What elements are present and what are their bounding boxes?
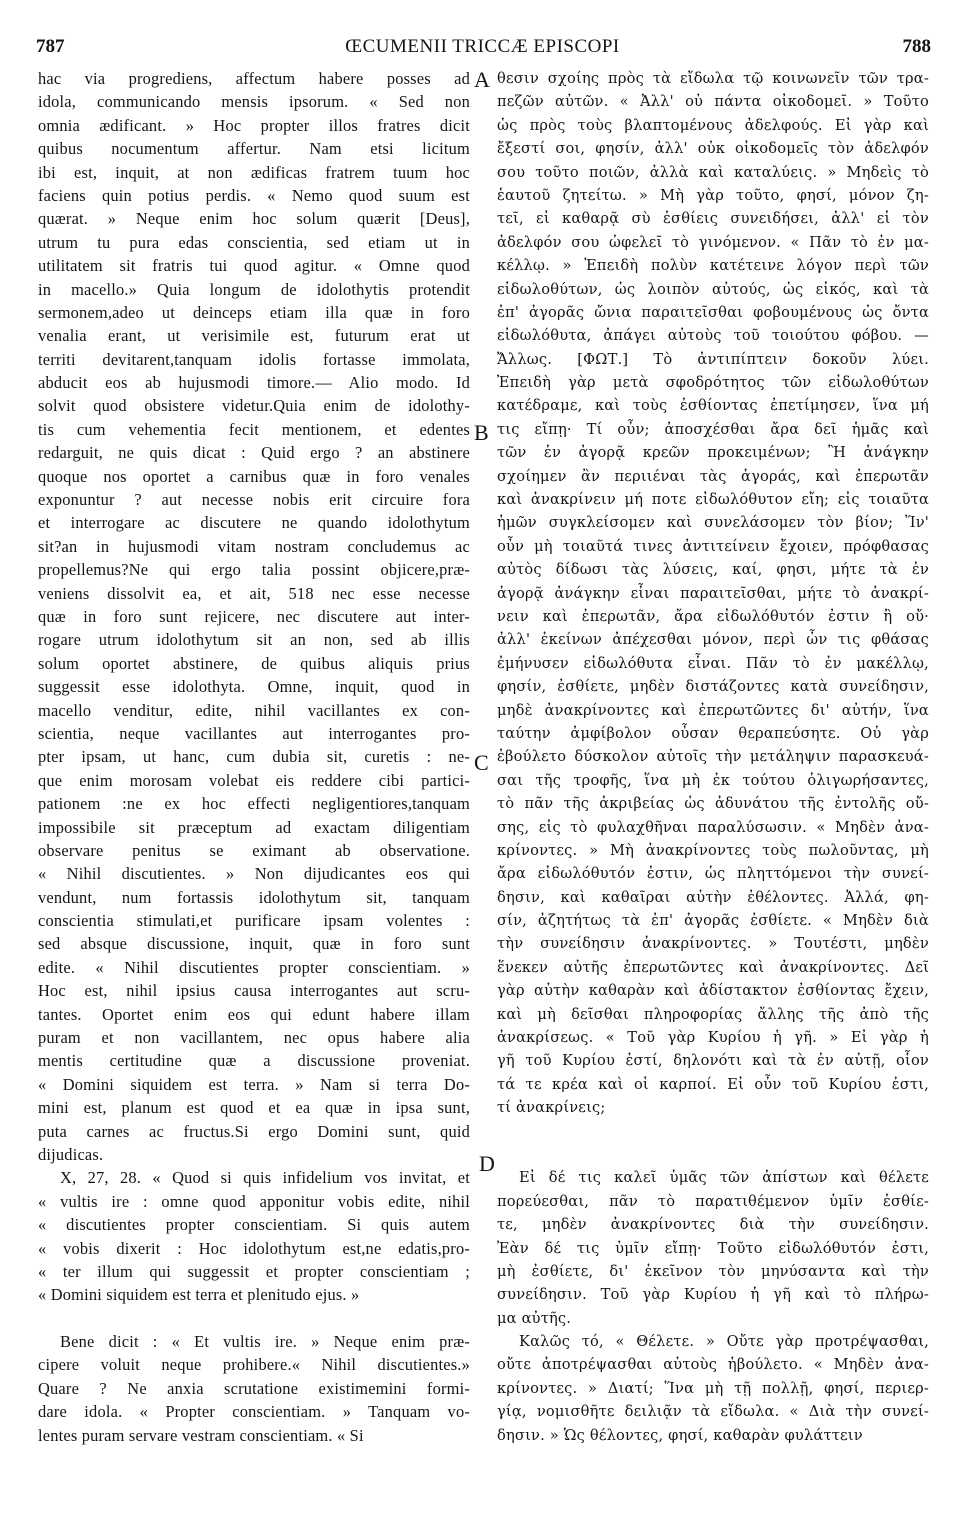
text-line: hac via progrediens, affectum habere posses ad xyxy=(38,69,470,88)
text-line: tis cum vehementia fecit mentionem, et edentes xyxy=(38,419,470,439)
text-line: quærat. » Neque enim hoc solum quærit [Deus], xyxy=(38,209,470,229)
text-line: ἀγορᾷ ἀνάγκην εἶναι παραιτεῖσθαι, μήτε τὸ ἀνακρί- xyxy=(497,584,929,602)
text-line: ibi est, inquit, at non ædificas fratrem tuum hoc xyxy=(38,162,470,182)
text-line: γὰρ αὐτὴν καθαρὰν καὶ ἀδίστακτον ἐσθίοντας ἔχειν, xyxy=(497,982,929,1000)
text-line: Quare ? Ne anxia scrutatione existimemini formi- xyxy=(38,1378,470,1398)
text-line: ἡμῶν συγκλείσομεν καὶ συνελάσομεν τὸν βίον; Ἵν' xyxy=(497,514,929,532)
text-line: κατέδραμε, καὶ τοὺς ἐσθίοντας ἐπετίμησεν, ἵνα μή xyxy=(497,397,929,415)
margin-letter-a: A xyxy=(474,67,490,92)
text-line: idola, communicando mensis ipsorum. « Sed non xyxy=(38,92,470,112)
text-line: mini est, planum est quod et ea quæ in ipsa sunt, xyxy=(38,1098,470,1118)
text-line: γίᾳ, νομισθῆτε δειλιᾷν τὰ εἴδωλα. « Διὰ τὴν συνεί- xyxy=(497,1403,929,1421)
text-line: puram et non vacillantem, nec opus habere alia xyxy=(38,1028,470,1048)
text-line: « discutientes propter conscientiam. Si quis autem xyxy=(38,1215,470,1235)
text-line: territi devitarent,tanquam idolis fortasse immolata, xyxy=(38,349,470,369)
text-line: sit?an in hujusmodi vitam nostram concludemus ac xyxy=(38,536,470,556)
text-line: utilitatem sit fratris tui quod agitur. « Omne quod xyxy=(38,256,470,276)
text-line: μηδὲ ἀνακρίνοντες καὶ ἐπερωτῶντες δι' αὐτήν, ἵνα xyxy=(497,701,929,719)
text-line: abducit eos ab hujusmodi timore.— Alio modo. Id xyxy=(38,373,470,393)
text-line: solvit quod obsistere videtur.Quia enim de idolothy- xyxy=(38,396,470,416)
text-line: ἐπ' ἀγορᾶς ὤνια παραιτεῖσθαι φοβουμένους ὡς ὄντα xyxy=(497,303,929,321)
text-line: sed absque discussione, inquit, quæ in foro sunt xyxy=(38,934,470,954)
text-line: τε, μηδὲν ἀνακρίνοντες διὰ τὴν συνείδησιν. xyxy=(497,1216,929,1234)
text-line: Hoc est, nihil ipsius causa interrogantes aut scru- xyxy=(38,981,470,1001)
text-line: vendunt, num fortassis idolothytum sit, tanquam xyxy=(38,887,470,907)
text-line xyxy=(38,1307,470,1330)
greek-column xyxy=(497,67,929,1447)
text-line: πορεύεσθαι, πᾶν τὸ παρατιθέμενον ὑμῖν ἐσθίε- xyxy=(497,1192,929,1210)
text-line: Bene dicit : « Et vultis ire. » Neque enim præ- xyxy=(60,1332,470,1352)
text-line: pter ipsam, ut hanc, cum dubia sit, curetis : ne- xyxy=(38,747,470,767)
text-line: « Domini siquidem est terra et plenitudo ejus. » xyxy=(38,1285,360,1305)
text-line: καὶ μὴ δεῖσθαι πληροφορίας ἄλλης τῆς ἀπὸ τῆς xyxy=(497,1005,929,1023)
text-line: omnia ædificant. » Hoc propter illos fratres dicit xyxy=(38,115,470,135)
text-line: solum oportet abstinere, de quibus aliquis prius xyxy=(38,653,470,673)
text-line: « Nihil discutientes. » Non dijudicantes eos qui xyxy=(38,864,470,884)
text-line: veniens dissolvit ea, et ait, 518 nec esse necesse xyxy=(38,583,470,603)
text-line: τά τε κρέα καὶ οἱ καρποί. Εἰ οὖν τοῦ Κυρίου ἐστι, xyxy=(497,1075,929,1093)
text-line: δησιν. » Ὡς θέλοντες, φησί, καθαρὰν φυλάττειν xyxy=(497,1426,863,1444)
text-line: φησίν, ἐσθίετε, μηδὲν διστάζοντες κατὰ συνείδησιν, xyxy=(497,678,929,696)
text-line: Εἰ δέ τις καλεῖ ὑμᾶς τῶν ἀπίστων καὶ θέλετε xyxy=(519,1169,929,1187)
text-line: συνείδησιν. Τοῦ γὰρ Κυρίου ἡ γῆ καὶ τὸ πλήρω- xyxy=(497,1286,929,1304)
text-line: μὴ ἐσθίετε, δι' ἐκεῖνον τὸν μηνύσαντα καὶ τὴν xyxy=(497,1262,929,1280)
text-line: ἀλλ' ἐκείνων ἀπέχεσθαι μόνον, περὶ ὧν τις φθάσας xyxy=(497,631,929,649)
text-line: ταύτην ἀμφίβολον οὖσαν θεραπεύσητε. Οὐ γὰρ xyxy=(497,724,929,742)
latin-column xyxy=(38,67,470,1447)
text-line: κέλλῳ. » Ἐπειδὴ πολὺν κατέτεινε λόγον περὶ τῶν xyxy=(497,257,929,275)
margin-letter-c: C xyxy=(474,750,489,775)
text-line: τὸ πᾶν τῆς ἀκριβείας ὡς ἀδυνάτου τῆς ἐντολῆς οὔ- xyxy=(497,795,929,813)
text-line: propellemus?Ne qui ergo talia possint objicere,præ- xyxy=(38,560,470,580)
text-line: « vobis dixerit : Hoc idolothytum est,ne edatis,pro- xyxy=(38,1238,470,1258)
text-line: ἑαυτοῦ ζητείτω. » Μὴ γὰρ τοῦτο, φησί, μόνον ζη- xyxy=(497,186,929,204)
text-line: Ἄλλως. [ΦΩΤ.] Τὸ ἀντιπίπτειν δοκοῦν λύει. xyxy=(497,350,929,368)
text-line: γῆ τοῦ Κυρίου ἐστί, δηλονότι καὶ τὰ ἐν αὐτῇ, οἷον xyxy=(497,1052,929,1070)
page-number-left: 787 xyxy=(36,36,65,57)
text-line: faciens quin potius perdis. « Nemo quod suum est xyxy=(38,185,470,205)
margin-letter-b: B xyxy=(474,420,489,445)
page-number-right: 788 xyxy=(902,36,931,57)
page-header xyxy=(0,0,965,64)
text-line: que enim morosam volebat eis reddere cibi partici- xyxy=(38,770,470,790)
text-line: Ἐὰν δέ τις ὑμῖν εἴπῃ· Τοῦτο εἰδωλόθυτόν ἐστι, xyxy=(497,1239,929,1257)
text-line: redarguit, ne quis dicat : Quid ergo ? an abstinere xyxy=(38,443,470,463)
text-line: τεῖ, εἰ καθαρᾷ σὺ ἐσθίεις συνειδήσει, ἀλλ' εἰ τὸν xyxy=(497,210,929,228)
text-line: κρίνοντες. » Μὴ ἀνακρίνοντες τοὺς πωλοῦντας, μὴ xyxy=(497,841,929,859)
text-line: scientia, neque vacillantes aut interrogantes pro- xyxy=(38,723,470,743)
text-line: οὖν μὴ τοιαῦτά τινες ἀντιτείνειν ἔχοιεν, πρόφθασας xyxy=(497,537,929,555)
text-line: θεσιν σχοίης πρὸς τὰ εἴδωλα τῷ κοινωνεῖν τῶν τρα- xyxy=(497,70,929,87)
text-line: « Domini siquidem est terra. » Nam si terra Do- xyxy=(38,1074,470,1094)
text-line: edite. « Nihil discutientes propter conscientiam. » xyxy=(38,957,470,977)
text-line: ἕνεκεν αὐτῆς ἐπερωτῶντες καὶ ἀνακρίνοντες. Δεῖ xyxy=(497,958,929,976)
text-line: dare idola. « Propter conscientiam. » Tanquam vo- xyxy=(38,1402,470,1422)
text-line: cipere voluit neque prohibere.« Nihil discutientes.» xyxy=(38,1355,470,1375)
text-line: ἔξεστί σοι, φησίν, ἀλλ' οὐκ οἰκοδομεῖς τὸν ἀδελφόν xyxy=(497,140,929,158)
text-line: observare penitus se eximant ab observatione. xyxy=(38,840,470,860)
text-line: suggessit esse idolothyta. Omne, inquit, quod in xyxy=(38,677,470,697)
text-line: τὴν συνείδησιν ἀνακρίνοντες. » Τουτέστι, μηδὲν xyxy=(497,935,929,953)
text-line: σχοίημεν ἂν περιιέναι τὰς ἀγοράς, καὶ ἐπερωτᾶν xyxy=(497,467,929,485)
text-line xyxy=(497,1143,929,1166)
text-line: Ἐπειδὴ γὰρ μετὰ σφοδρότητος τῶν εἰδωλοθύτων xyxy=(497,374,929,392)
text-line: conscientia stimulati,et purificare ipsam volentes : xyxy=(38,911,470,931)
text-line: ἄρα εἰδωλόθυτόν ἐστιν, ὡς πληττόμενοι τὴν συνεί- xyxy=(497,865,929,883)
text-line: τῶν ἐν ἀγορᾷ κρεῶν προκειμένων; Ἢ ἀνάγκην xyxy=(497,444,929,462)
text-line: τί ἀνακρίνεις; xyxy=(497,1099,606,1117)
text-line: ἐμήνυσεν εἰδωλόθυτα εἶναι. Πᾶν τὸ ἐν μακέλλῳ, xyxy=(497,654,929,672)
text-line: venalia erant, ut verisimile est, futurum erat ut xyxy=(38,326,470,346)
text-line: in macello.» Quia longum de idolothytis protendit xyxy=(38,279,470,299)
text-line: εἰδωλοθύτων, ὡς λοιπὸν αὐτούς, ὡς εἰκός, καὶ τὰ xyxy=(497,280,929,298)
text-line: καὶ ἀνακρίνειν μή ποτε εἰδωλόθυτον εἴη; εἰς τοιαῦτα xyxy=(497,491,929,509)
text-line: impossibile sit præceptum ad exactam diligentiam xyxy=(38,817,470,837)
text-line: σαι τῆς τροφῆς, ἵνα μὴ ἐκ τούτου ὀλιγωρήσαντες, xyxy=(497,771,929,789)
text-line: utrum tu pura edas conscientia, sed etiam ut in xyxy=(38,232,470,252)
text-line: puta carnes ac fructus.Si ergo Domini sunt, quid xyxy=(38,1121,470,1141)
text-line: σου τοῦτο ποιῶν, ἀλλὰ καὶ καταλύεις. » Μηδεὶς τὸ xyxy=(497,163,929,181)
text-line: « ter illum qui suggessit et propter conscientiam ; xyxy=(38,1261,470,1281)
running-title: ŒCUMENII TRICCÆ EPISCOPI xyxy=(345,36,620,57)
text-line: X, 27, 28. « Quod si quis infidelium vos invitat, et xyxy=(60,1168,470,1188)
text-line: αὐτὸς δίδωσι τὰς λύσεις, καί, φησι, μήτε τὰ ἐν xyxy=(497,561,929,579)
text-line: σίν, ἀζητήτως τὰ ἐπ' ἀγορᾶς ἐσθίετε. « Μηδὲν διὰ xyxy=(497,912,929,930)
text-line: ὡς πρὸς τοὺς βλαπτομένους ἀδελφούς. Εἰ γὰρ καὶ xyxy=(497,116,929,134)
text-line: pationem :ne ex hoc effecti negligentiores,tanquam xyxy=(38,794,470,814)
text-line: νειν καὶ ἐπερωτᾶν, ἄρα εἰδωλόθυτόν ἐστιν ἢ οὔ· xyxy=(497,607,929,625)
text-line: quæ in foro sunt rejicere, nec discutere aut inter- xyxy=(38,606,470,626)
text-line: dijudicas. xyxy=(38,1144,104,1164)
text-line: δησιν, καὶ καθαῖραι αὐτὴν ἐθέλοντες. Ἀλλά, φη- xyxy=(497,888,929,906)
text-line: sermonem,adeo ut deinceps etiam illa quæ in foro xyxy=(38,302,470,322)
text-line: οὔτε ἀποτρέψασθαι αὐτοὺς ἠβούλετο. « Μηδὲν ἀνα- xyxy=(497,1356,929,1374)
text-line: τις εἴπῃ· Τί οὖν; ἀποσχέσθαι ἄρα δεῖ ἡμᾶς καὶ xyxy=(497,420,929,438)
text-line: rogare utrum idolothytum sit an non, sed ab illis xyxy=(38,630,470,650)
text-line: πεζῶν αὐτῶν. « Ἀλλ' οὐ πάντα οἰκοδομεῖ. » Τοῦτο xyxy=(497,93,929,111)
text-line: mentis certitudine quæ a discussione proveniat. xyxy=(38,1051,470,1071)
text-line: σης, εἰς τὸ φυλαχθῆναι παραλύσωσιν. « Μηδὲν ἀνα- xyxy=(497,818,929,836)
text-line: Καλῶς τό, « Θέλετε. » Οὔτε γὰρ προτρέψασθαι, xyxy=(519,1333,929,1351)
text-line: κρίνοντες. » Διατί; Ἵνα μὴ τῇ πολλῇ, φησί, περιερ- xyxy=(497,1379,929,1397)
text-line: macello venditur, edite, nihil vacillantes ex con- xyxy=(38,700,470,720)
margin-letter-d: D xyxy=(479,1151,495,1176)
text-line xyxy=(497,1120,929,1143)
text-line: exponuntur ? aut necesse nobis erit circuire fora xyxy=(38,490,470,510)
text-line: quibus nocumentum affertur. Nam etsi licitum xyxy=(38,139,470,159)
text-line: μα αὐτῆς. xyxy=(497,1309,572,1327)
text-line: lentes puram servare vestram conscientiam. « Si xyxy=(38,1425,364,1445)
text-line: εἰδωλόθυτα, ἀπάγει αὐτοὺς τοῦ τοιούτου φόβου. — xyxy=(497,327,929,345)
text-line: et interrogare ac discutere ne quando idolothytum xyxy=(38,513,470,533)
text-line: ἐβούλετο δύσκολον αὐτοῖς τὴν μετάληψιν παρασκευά- xyxy=(497,748,929,766)
text-line: ἀδελφόν σου ὠφελεῖ τὸ γινόμενον. « Πᾶν τὸ ἐν μα- xyxy=(497,233,929,251)
text-line: quoque nos oportet a carnibus quæ in foro venales xyxy=(38,466,470,486)
text-line: « vultis ire : omne quod apponitur vobis edite, nihil xyxy=(38,1191,470,1211)
text-line: ἀνακρίσεως. « Τοῦ γὰρ Κυρίου ἡ γῆ. » Εἰ γὰρ ἡ xyxy=(497,1029,929,1047)
text-line: tantes. Oportet enim eos qui edunt habere illam xyxy=(38,1004,470,1024)
